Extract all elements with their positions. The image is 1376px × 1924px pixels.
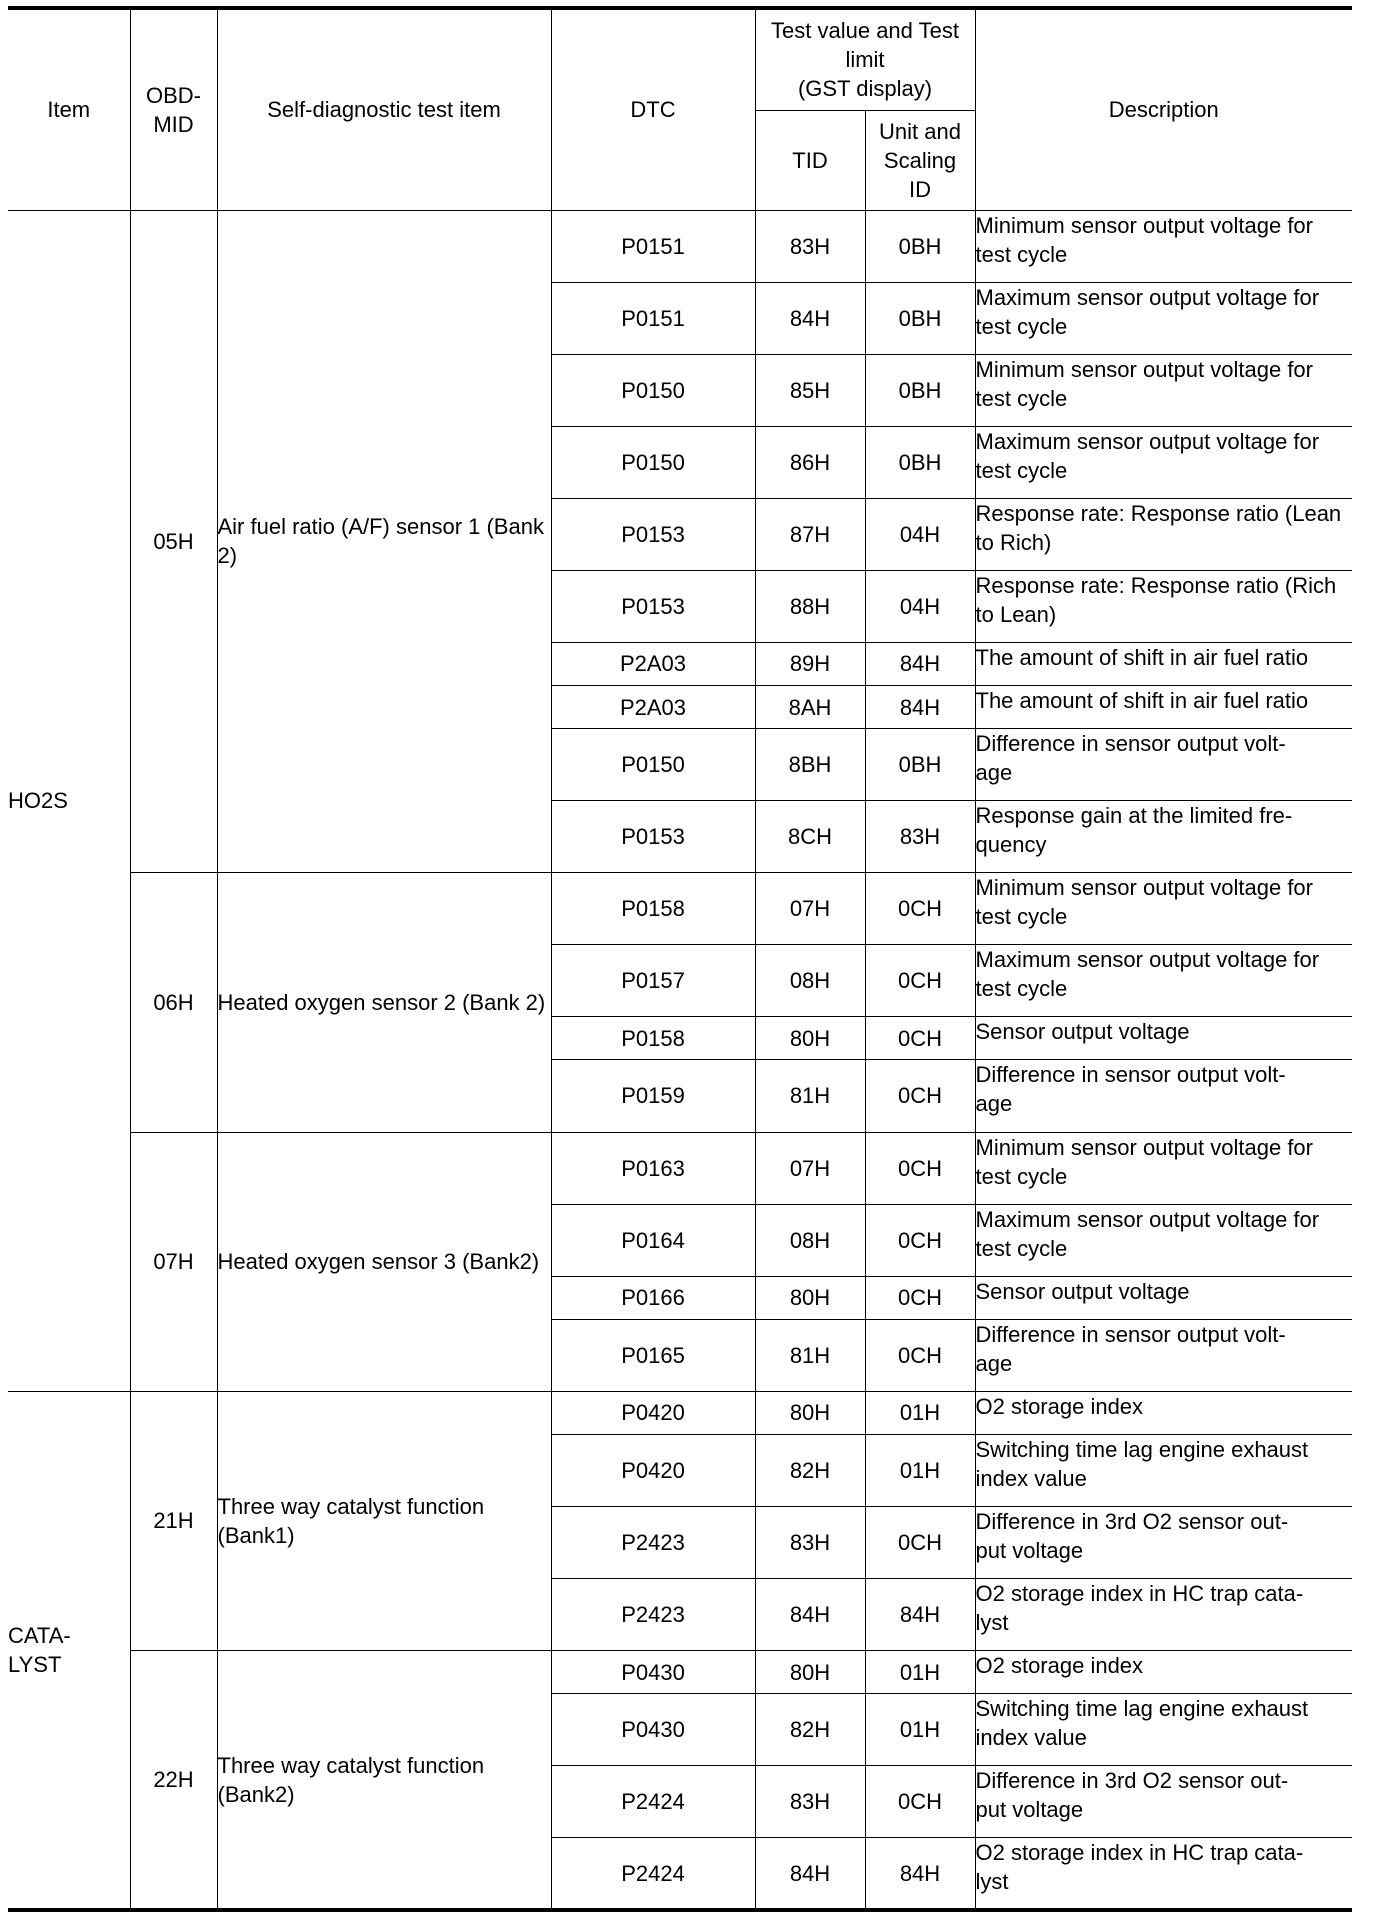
tid-cell: 84H xyxy=(755,282,865,354)
unit-scaling-cell: 0CH xyxy=(865,1060,975,1132)
obd-mid-cell: 05H xyxy=(130,210,217,873)
dtc-cell: P2424 xyxy=(551,1766,755,1838)
item-cell: HO2S xyxy=(8,210,130,1391)
tid-cell: 86H xyxy=(755,426,865,498)
header-dtc: DTC xyxy=(551,8,755,210)
obd-mid-cell: 21H xyxy=(130,1391,217,1650)
dtc-cell: P0153 xyxy=(551,570,755,642)
header-tid: TID xyxy=(755,110,865,210)
description-cell: Sensor output voltage xyxy=(975,1017,1352,1060)
tid-cell: 80H xyxy=(755,1651,865,1694)
dtc-cell: P0420 xyxy=(551,1434,755,1506)
dtc-cell: P0157 xyxy=(551,945,755,1017)
dtc-cell: P0430 xyxy=(551,1694,755,1766)
description-cell: Maximum sensor output voltage for test cycle xyxy=(975,1204,1352,1276)
tid-cell: 80H xyxy=(755,1017,865,1060)
unit-scaling-cell: 84H xyxy=(865,1838,975,1910)
dtc-cell: P0420 xyxy=(551,1391,755,1434)
dtc-cell: P0150 xyxy=(551,354,755,426)
dtc-cell: P2424 xyxy=(551,1838,755,1910)
dtc-cell: P0151 xyxy=(551,282,755,354)
tid-cell: 85H xyxy=(755,354,865,426)
item-cell: CATA- LYST xyxy=(8,1391,130,1910)
tid-cell: 83H xyxy=(755,1506,865,1578)
description-cell: Minimum sensor output voltage for test cycle xyxy=(975,354,1352,426)
tid-cell: 8AH xyxy=(755,686,865,729)
tid-cell: 81H xyxy=(755,1319,865,1391)
test-item-cell: Three way catalyst function (Bank1) xyxy=(217,1391,551,1650)
obd-test-table xyxy=(8,6,1352,1912)
dtc-cell: P0150 xyxy=(551,426,755,498)
dtc-cell: P0430 xyxy=(551,1651,755,1694)
dtc-cell: P2423 xyxy=(551,1578,755,1650)
unit-scaling-cell: 84H xyxy=(865,642,975,685)
tid-cell: 82H xyxy=(755,1694,865,1766)
dtc-cell: P0165 xyxy=(551,1319,755,1391)
tid-cell: 87H xyxy=(755,498,865,570)
header-item: Item xyxy=(8,8,130,210)
unit-scaling-cell: 0BH xyxy=(865,282,975,354)
tid-cell: 81H xyxy=(755,1060,865,1132)
table-row xyxy=(8,873,1352,945)
dtc-cell: P2A03 xyxy=(551,642,755,685)
unit-scaling-cell: 0CH xyxy=(865,1506,975,1578)
description-cell: The amount of shift in air fuel ratio xyxy=(975,686,1352,729)
description-cell: Response rate: Response ratio (Lean to Rich) xyxy=(975,498,1352,570)
description-cell: Difference in sensor output volt- age xyxy=(975,729,1352,801)
unit-scaling-cell: 0CH xyxy=(865,1204,975,1276)
unit-scaling-cell: 83H xyxy=(865,801,975,873)
unit-scaling-cell: 0BH xyxy=(865,354,975,426)
unit-scaling-cell: 01H xyxy=(865,1434,975,1506)
description-cell: Minimum sensor output voltage for test cycle xyxy=(975,873,1352,945)
test-item-cell: Heated oxygen sensor 2 (Bank 2) xyxy=(217,873,551,1132)
unit-scaling-cell: 84H xyxy=(865,686,975,729)
dtc-cell: P0150 xyxy=(551,729,755,801)
description-cell: Sensor output voltage xyxy=(975,1276,1352,1319)
obd-mid-cell: 06H xyxy=(130,873,217,1132)
table-row xyxy=(8,1132,1352,1204)
description-cell: Maximum sensor output voltage for test cycle xyxy=(975,945,1352,1017)
tid-cell: 83H xyxy=(755,210,865,282)
dtc-cell: P2A03 xyxy=(551,686,755,729)
dtc-cell: P0151 xyxy=(551,210,755,282)
tid-cell: 88H xyxy=(755,570,865,642)
tid-cell: 07H xyxy=(755,1132,865,1204)
tid-cell: 84H xyxy=(755,1578,865,1650)
dtc-cell: P0164 xyxy=(551,1204,755,1276)
description-cell: O2 storage index in HC trap cata- lyst xyxy=(975,1838,1352,1910)
unit-scaling-cell: 04H xyxy=(865,498,975,570)
unit-scaling-cell: 84H xyxy=(865,1578,975,1650)
description-cell: The amount of shift in air fuel ratio xyxy=(975,642,1352,685)
dtc-cell: P0153 xyxy=(551,801,755,873)
unit-scaling-cell: 0BH xyxy=(865,729,975,801)
tid-cell: 08H xyxy=(755,1204,865,1276)
unit-scaling-cell: 0CH xyxy=(865,1319,975,1391)
dtc-cell: P0166 xyxy=(551,1276,755,1319)
header-unit-scaling: Unit and Scaling ID xyxy=(865,110,975,210)
description-cell: Switching time lag engine exhaust index value xyxy=(975,1694,1352,1766)
description-cell: Response rate: Response ratio (Rich to Lean) xyxy=(975,570,1352,642)
tid-cell: 8CH xyxy=(755,801,865,873)
dtc-cell: P2423 xyxy=(551,1506,755,1578)
unit-scaling-cell: 0CH xyxy=(865,945,975,1017)
description-cell: Minimum sensor output voltage for test cycle xyxy=(975,210,1352,282)
tid-cell: 80H xyxy=(755,1391,865,1434)
tid-cell: 08H xyxy=(755,945,865,1017)
tid-cell: 84H xyxy=(755,1838,865,1910)
dtc-cell: P0163 xyxy=(551,1132,755,1204)
description-cell: Maximum sensor output voltage for test cycle xyxy=(975,282,1352,354)
obd-mid-cell: 07H xyxy=(130,1132,217,1391)
description-cell: Switching time lag engine exhaust index value xyxy=(975,1434,1352,1506)
unit-scaling-cell: 0BH xyxy=(865,210,975,282)
obd-mid-cell: 22H xyxy=(130,1651,217,1910)
table-row xyxy=(8,1391,1352,1434)
unit-scaling-cell: 01H xyxy=(865,1391,975,1434)
table-row xyxy=(8,1651,1352,1694)
tid-cell: 89H xyxy=(755,642,865,685)
description-cell: Minimum sensor output voltage for test cycle xyxy=(975,1132,1352,1204)
description-cell: O2 storage index xyxy=(975,1651,1352,1694)
tid-cell: 8BH xyxy=(755,729,865,801)
description-cell: Difference in sensor output volt- age xyxy=(975,1060,1352,1132)
unit-scaling-cell: 0CH xyxy=(865,1766,975,1838)
tid-cell: 80H xyxy=(755,1276,865,1319)
unit-scaling-cell: 01H xyxy=(865,1651,975,1694)
unit-scaling-cell: 0BH xyxy=(865,426,975,498)
unit-scaling-cell: 04H xyxy=(865,570,975,642)
description-cell: O2 storage index xyxy=(975,1391,1352,1434)
description-cell: Difference in 3rd O2 sensor out- put voltage xyxy=(975,1506,1352,1578)
tid-cell: 83H xyxy=(755,1766,865,1838)
header-test-item: Self-diagnostic test item xyxy=(217,8,551,210)
unit-scaling-cell: 01H xyxy=(865,1694,975,1766)
tid-cell: 07H xyxy=(755,873,865,945)
tid-cell: 82H xyxy=(755,1434,865,1506)
table-body xyxy=(8,210,1352,1910)
description-cell: Response gain at the limited fre- quency xyxy=(975,801,1352,873)
table-row xyxy=(8,210,1352,282)
unit-scaling-cell: 0CH xyxy=(865,1017,975,1060)
dtc-cell: P0153 xyxy=(551,498,755,570)
description-cell: Maximum sensor output voltage for test cycle xyxy=(975,426,1352,498)
header-obd-mid: OBD- MID xyxy=(130,8,217,210)
unit-scaling-cell: 0CH xyxy=(865,1276,975,1319)
header-test-value-group: Test value and Test limit (GST display) xyxy=(755,8,975,110)
test-item-cell: Three way catalyst function (Bank2) xyxy=(217,1651,551,1910)
test-item-cell: Heated oxygen sensor 3 (Bank2) xyxy=(217,1132,551,1391)
dtc-cell: P0159 xyxy=(551,1060,755,1132)
description-cell: Difference in 3rd O2 sensor out- put voltage xyxy=(975,1766,1352,1838)
unit-scaling-cell: 0CH xyxy=(865,1132,975,1204)
description-cell: Difference in sensor output volt- age xyxy=(975,1319,1352,1391)
unit-scaling-cell: 0CH xyxy=(865,873,975,945)
description-cell: O2 storage index in HC trap cata- lyst xyxy=(975,1578,1352,1650)
dtc-cell: P0158 xyxy=(551,1017,755,1060)
test-item-cell: Air fuel ratio (A/F) sensor 1 (Bank 2) xyxy=(217,210,551,873)
dtc-cell: P0158 xyxy=(551,873,755,945)
header-description: Description xyxy=(975,8,1352,210)
